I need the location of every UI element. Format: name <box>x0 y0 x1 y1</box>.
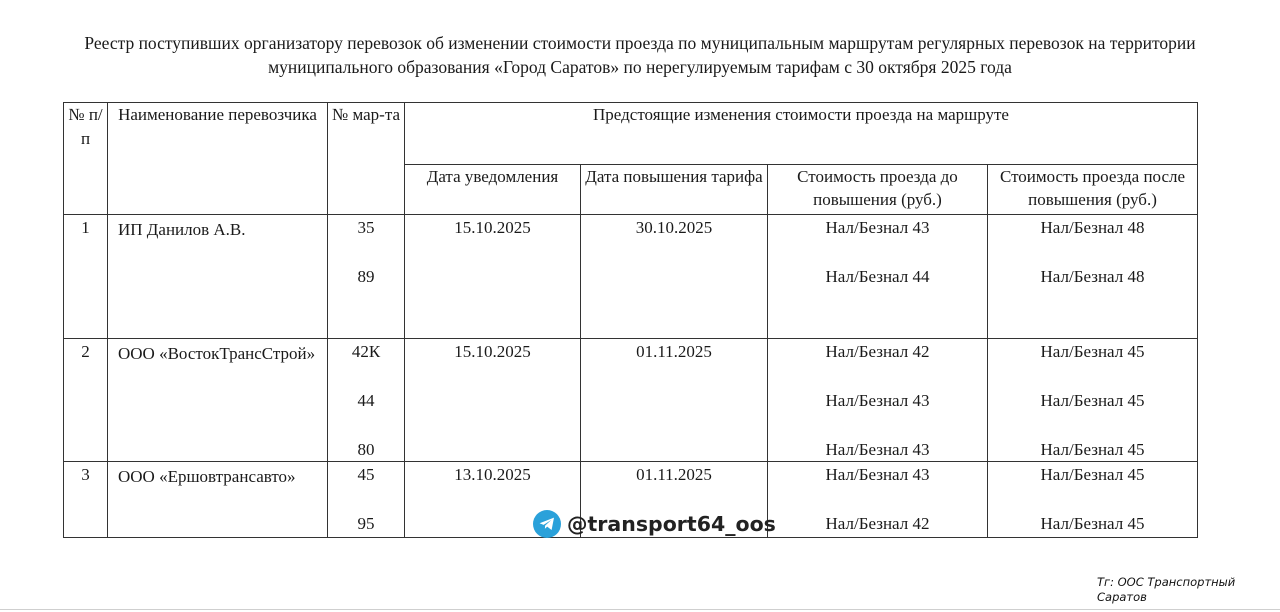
fare-before: Нал/Безнал 42 <box>825 514 930 533</box>
fare-before: Нал/Безнал 42 <box>825 342 930 361</box>
fare-after: Нал/Безнал 48 <box>1040 267 1145 286</box>
route-number: 95 <box>357 514 375 533</box>
increase-date: 30.10.2025 <box>635 218 713 237</box>
fare-after: Нал/Безнал 45 <box>1040 514 1145 533</box>
telegram-icon <box>533 510 561 538</box>
row-number-cell <box>64 339 108 462</box>
header-route-number: № мар-та <box>328 103 405 215</box>
fare-before: Нал/Безнал 43 <box>825 440 930 459</box>
notice-date-cell <box>405 215 581 339</box>
carrier-cell <box>108 462 328 538</box>
row-number: 1 <box>81 218 90 237</box>
fare-before: Нал/Безнал 44 <box>825 267 930 286</box>
fare-before-cell <box>768 339 988 462</box>
header-fare-after: Стоимость проезда после повышения (руб.) <box>988 165 1198 215</box>
fare-after: Нал/Безнал 45 <box>1040 440 1145 459</box>
bottom-divider <box>0 609 1280 610</box>
fare-before-cell <box>768 462 988 538</box>
document-title-line-1: Реестр поступивших организатору перевозок об изменении стоимости проезда по муниципальным маршрутам регулярных перевозок на территории <box>84 33 1196 53</box>
carrier-name: ООО «Ершовтрансавто» <box>118 467 296 486</box>
route-number: 35 <box>357 218 375 237</box>
route-number: 44 <box>357 391 375 410</box>
fare-after-cell <box>988 462 1198 538</box>
fare-before: Нал/Безнал 43 <box>825 218 930 237</box>
telegram-watermark <box>533 508 776 540</box>
carrier-name: ООО «ВостокТрансСтрой» <box>118 344 316 363</box>
increase-date-cell <box>581 339 768 462</box>
fare-before: Нал/Безнал 43 <box>825 391 930 410</box>
header-increase-date: Дата повышения тарифа <box>581 165 768 215</box>
table-row <box>64 339 1198 462</box>
fare-after: Нал/Безнал 45 <box>1040 391 1145 410</box>
row-number: 3 <box>81 465 90 484</box>
route-number: 42К <box>351 342 381 361</box>
header-fare-before: Стоимость проезда до повышения (руб.) <box>768 165 988 215</box>
route-number: 89 <box>357 267 375 286</box>
increase-date: 01.11.2025 <box>636 342 712 361</box>
fare-after: Нал/Безнал 48 <box>1040 218 1145 237</box>
fare-after-cell <box>988 339 1198 462</box>
notice-date: 15.10.2025 <box>454 218 531 237</box>
fare-after: Нал/Безнал 45 <box>1040 342 1145 361</box>
fare-after: Нал/Безнал 45 <box>1040 465 1145 484</box>
fare-after-cell <box>988 215 1198 339</box>
route-number: 45 <box>357 465 375 484</box>
header-notice-date: Дата уведомления <box>405 165 581 215</box>
carrier-name: ИП Данилов А.В. <box>118 220 246 239</box>
route-cell <box>328 339 405 462</box>
header-row-number: № п/п <box>64 103 108 215</box>
notice-date: 15.10.2025 <box>454 342 531 361</box>
fare-before: Нал/Безнал 43 <box>825 465 930 484</box>
route-number: 80 <box>357 440 375 459</box>
document-title-line-2: муниципального образования «Город Саратов» по нерегулируемым тарифам с 30 октября 2025 года <box>268 57 1012 77</box>
increase-date-cell <box>581 215 768 339</box>
fare-change-registry-table <box>63 102 1198 538</box>
source-credit <box>1097 575 1267 605</box>
increase-date: 01.11.2025 <box>636 465 712 484</box>
carrier-cell <box>108 339 328 462</box>
document-title <box>30 31 1250 79</box>
header-upcoming-changes: Предстоящие изменения стоимости проезда на маршруте <box>405 103 1198 165</box>
watermark-handle: @transport64_oos <box>567 512 776 536</box>
row-number-cell <box>64 462 108 538</box>
header-row-top <box>64 103 1198 165</box>
row-number: 2 <box>81 342 90 361</box>
notice-date-cell <box>405 339 581 462</box>
carrier-cell <box>108 215 328 339</box>
credit-line-1: Тг: ООС Транспортный <box>1097 575 1236 589</box>
fare-before-cell <box>768 215 988 339</box>
credit-line-2: Саратов <box>1097 590 1147 604</box>
route-cell <box>328 462 405 538</box>
route-cell <box>328 215 405 339</box>
header-carrier-name: Наименование перевозчика <box>108 103 328 215</box>
row-number-cell <box>64 215 108 339</box>
table-row <box>64 215 1198 339</box>
notice-date: 13.10.2025 <box>454 465 531 484</box>
